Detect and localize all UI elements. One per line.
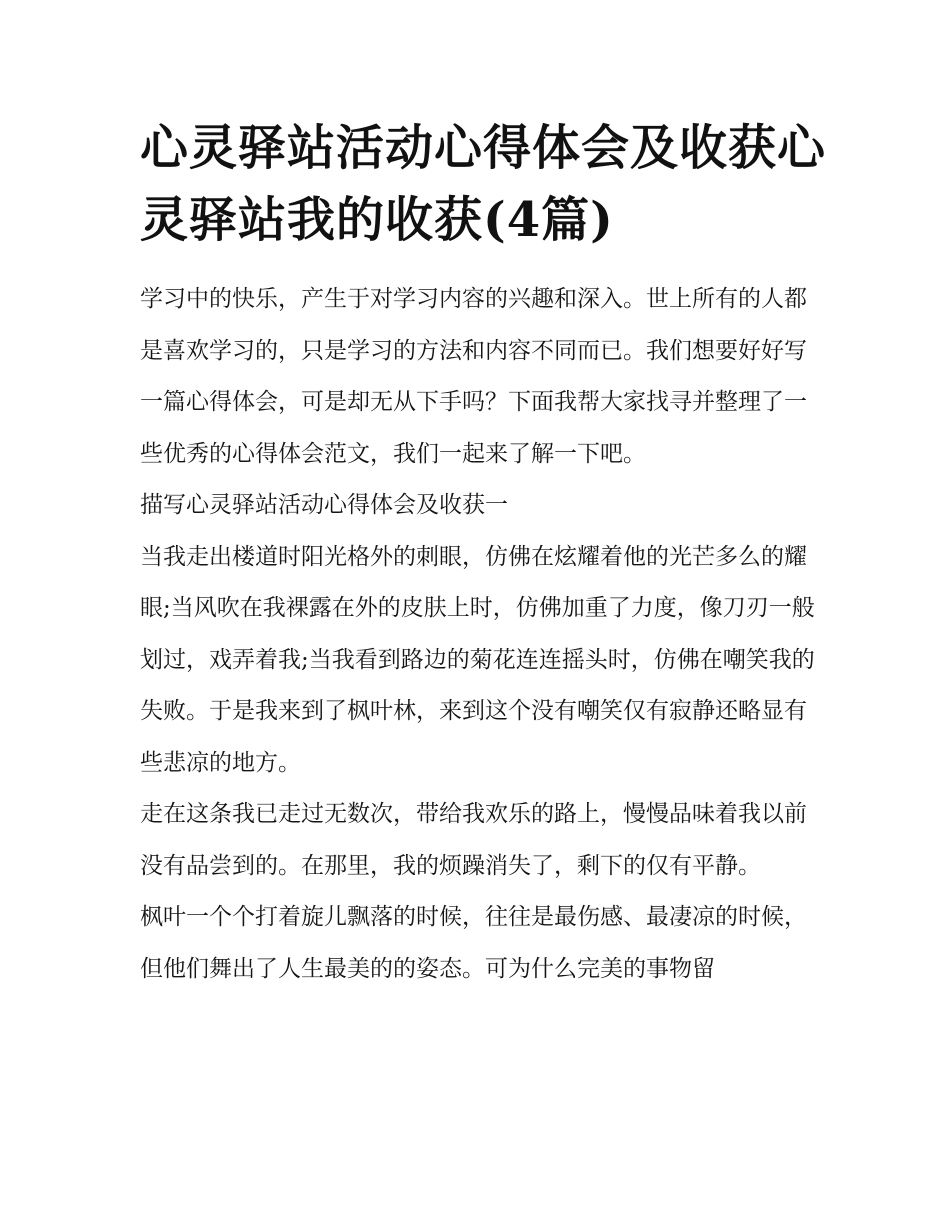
body-paragraph: 走在这条我已走过无数次，带给我欢乐的路上，慢慢品味着我以前没有品尝到的。在那里，我的烦躁消失了，剩下的仅有平静。 [140,801,807,879]
intro-paragraph: 学习中的快乐，产生于对学习内容的兴趣和深入。世上所有的人都是喜欢学习的，只是学习的方法和内容不同而已。我们想要好好写一篇心得体会，可是却无从下手吗？下面我帮大家找寻并整理了一些优秀的心得体会范文，我们一起来了解一下吧。 [140,286,807,467]
body-paragraph: 当我走出楼道时阳光格外的刺眼，仿佛在炫耀着他的光芒多么的耀眼;当风吹在我裸露在外的皮肤上时，仿佛加重了力度，像刀刃一般划过，戏弄着我;当我看到路边的菊花连连摇头时，仿佛在嘲笑我的失败。于是我来到了枫叶林，来到这个没有嘲笑仅有寂静还略显有些悲凉的地方。 [140,543,815,776]
document-body [140,274,816,995]
document-title: 心灵驿站活动心得体会及收获心灵驿站我的收获(4篇) [140,120,827,248]
body-paragraph: 枫叶一个个打着旋儿飘落的时候，往往是最伤感、最凄凉的时候，但他们舞出了人生最美的的姿态。可为什么完美的事物留 [140,904,807,982]
section-heading: 描写心灵驿站活动心得体会及收获一 [140,492,508,518]
